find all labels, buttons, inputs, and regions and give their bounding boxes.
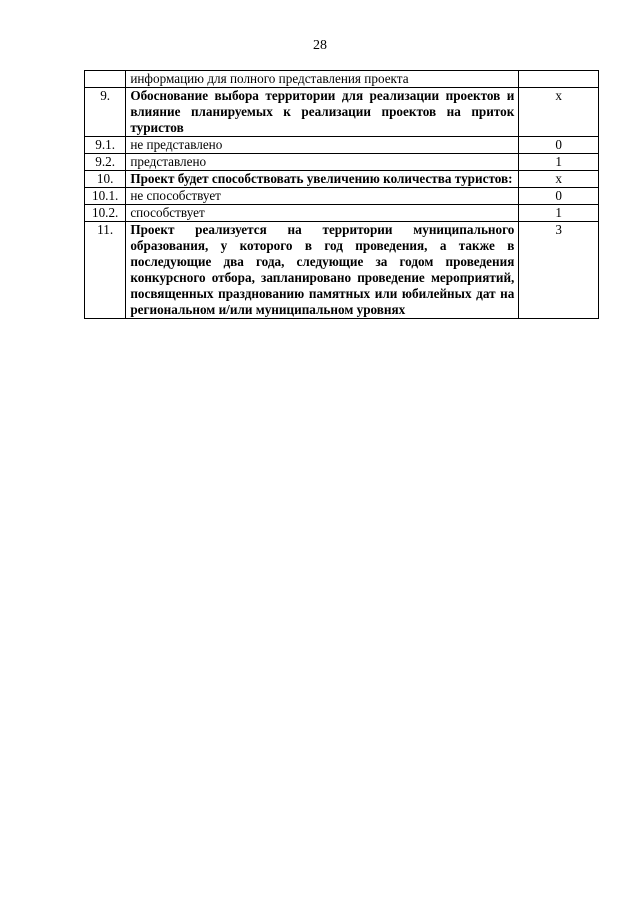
row-number: 10.2. — [85, 205, 126, 222]
table-row — [85, 154, 599, 171]
criterion-score: х — [519, 171, 599, 188]
table-row — [85, 71, 599, 88]
table-row — [85, 188, 599, 205]
table-row — [85, 88, 599, 137]
page-number: 28 — [313, 38, 327, 53]
criterion-text: не способствует — [126, 188, 519, 205]
table-row — [85, 205, 599, 222]
row-number — [85, 71, 126, 88]
row-number: 9.1. — [85, 137, 126, 154]
criterion-text: способствует — [126, 205, 519, 222]
criterion-score: 1 — [519, 205, 599, 222]
criterion-text: не представлено — [126, 137, 519, 154]
criterion-score: 3 — [519, 222, 599, 319]
criterion-score: 0 — [519, 188, 599, 205]
criterion-score — [519, 71, 599, 88]
table-row — [85, 137, 599, 154]
table-row — [85, 222, 599, 319]
criterion-text: Обоснование выбора территории для реализации проектов и влияние планируемых к реализации проектов на приток туристов — [126, 88, 519, 137]
row-number: 11. — [85, 222, 126, 319]
row-number: 10.1. — [85, 188, 126, 205]
criterion-text: информацию для полного представления проекта — [126, 71, 519, 88]
criterion-score: 1 — [519, 154, 599, 171]
criterion-score: 0 — [519, 137, 599, 154]
criterion-text: Проект будет способствовать увеличению количества туристов: — [126, 171, 519, 188]
criteria-table — [84, 70, 599, 319]
criterion-text: Проект реализуется на территории муниципального образования, у которого в год проведения, а также в последующие два года, следующие за годом проведения конкурсного отбора, запланировано проведение мероприятий, посвященных празднованию памятных или юбилейных дат на региональном и/или муниципальном уровнях — [126, 222, 519, 319]
criterion-score: х — [519, 88, 599, 137]
row-number: 9. — [85, 88, 126, 137]
row-number: 9.2. — [85, 154, 126, 171]
row-number: 10. — [85, 171, 126, 188]
criterion-text: представлено — [126, 154, 519, 171]
table-row — [85, 171, 599, 188]
